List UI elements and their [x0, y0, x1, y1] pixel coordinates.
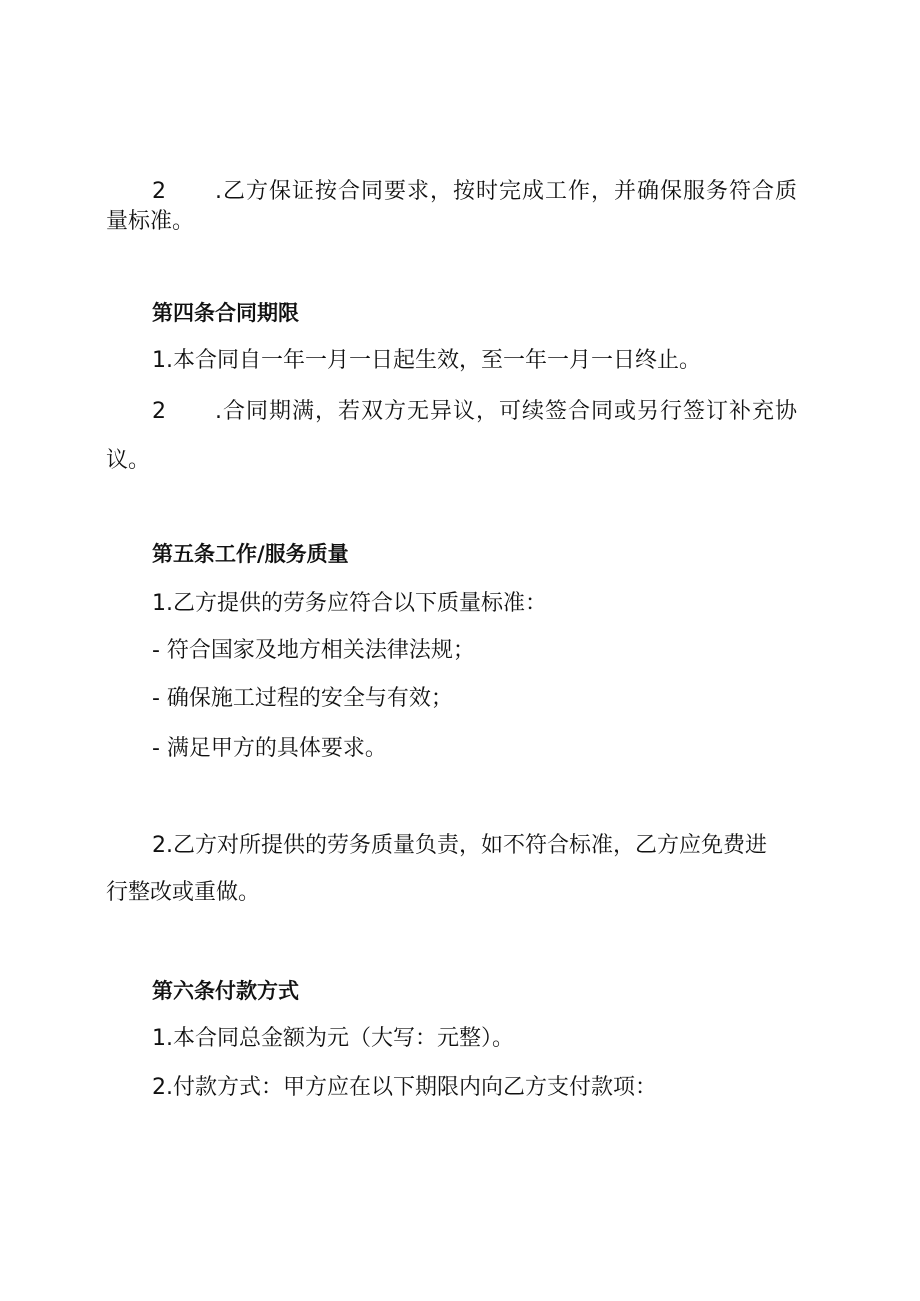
section-5-bullet-1: - 符合国家及地方相关法律法规； [152, 638, 475, 663]
section-4-item-1: 1.本合同自一年一月一日起生效，至一年一月一日终止。 [152, 348, 701, 373]
paragraph-2-line-1: 2 .乙方保证按合同要求，按时完成工作，并确保服务符合质 [152, 179, 798, 204]
section-6-heading: 第六条付款方式 [152, 979, 299, 1003]
section-4-heading: 第四条合同期限 [152, 301, 299, 325]
section-4-item-2-line-1: 2 .合同期满，若双方无异议，可续签合同或另行签订补充协 [152, 399, 798, 424]
section-5-item-2-line-1: 2.乙方对所提供的劳务质量负责，如不符合标准，乙方应免费进 [152, 833, 767, 858]
section-6-item-1: 1.本合同总金额为元（大写：元整）。 [152, 1026, 514, 1051]
section-5-bullet-2: - 确保施工过程的安全与有效； [152, 686, 453, 711]
section-5-bullet-3: - 满足甲方的具体要求。 [152, 736, 387, 761]
section-4-item-2-line-2: 议。 [106, 448, 151, 473]
section-5-heading: 第五条工作/服务质量 [152, 542, 349, 566]
paragraph-2-line-2: 量标准。 [106, 209, 195, 234]
section-5-item-2-line-2: 行整改或重做。 [106, 880, 261, 905]
section-6-item-2: 2.付款方式：甲方应在以下期限内向乙方支付款项： [152, 1075, 657, 1100]
section-5-item-1: 1.乙方提供的劳务应符合以下质量标准： [152, 591, 547, 616]
